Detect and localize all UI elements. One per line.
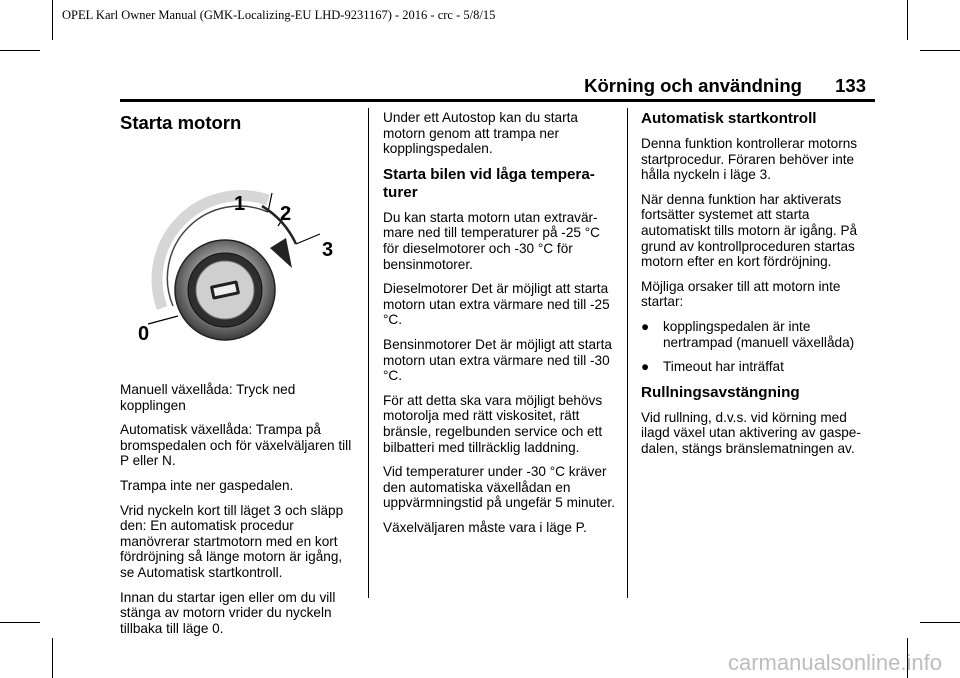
paragraph: Denna funktion kontrollerar motorns startprocedur. Föraren behöver inte hålla nyckeln i läge 3. [641, 136, 858, 183]
figure-label-2: 2 [280, 203, 292, 225]
paragraph: Vid temperaturer under -30 °C kräver den automatiska växellådan en uppvärmningstid på ungefär 5 minuter. [383, 464, 615, 511]
paragraph: Automatisk växellåda: Trampa på bromspedalen och för växelväljaren till P eller N. [120, 422, 352, 469]
ignition-switch-figure [120, 148, 352, 358]
crop-mark [0, 50, 40, 51]
heading-rolling-shutoff: Rullningsavstängning [641, 383, 800, 401]
section-title: Körning och användning [584, 75, 802, 96]
paragraph: Dieselmotorer Det är möjligt att starta motorn utan extra värmare ned till -25 °C. [383, 281, 610, 328]
paragraph: Manuell växellåda: Tryck ned kopplingen [120, 382, 296, 413]
column-3 [641, 110, 875, 466]
paragraph: Vrid nyckeln kort till läget 3 och släpp den: En automatisk procedur manövrerar startmotorn med en kort fördröjning så länge motorn är igång, se Automatisk startkontroll. [120, 502, 344, 580]
crop-mark [52, 638, 53, 678]
column-divider [627, 108, 628, 598]
column-2 [383, 110, 617, 544]
document-meta-header: OPEL Karl Owner Manual (GMK-Localizing-EU LHD-9231167) - 2016 - crc - 5/8/15 [62, 8, 496, 22]
heading-low-temperature: Starta bilen vid låga tempera-turer [383, 165, 595, 201]
bullet-list [641, 319, 875, 375]
paragraph: För att detta ska vara möjligt behövs motorolja med rätt viskositet, rätt bränsle, regelbunden service och ett bilbatteri med tillräcklig laddning. [383, 392, 603, 455]
page-header [584, 75, 866, 97]
list-item-text: kopplingspedalen är inte nertrampad (manuell växellåda) [663, 318, 855, 350]
column-divider [368, 108, 369, 598]
crop-mark [0, 622, 40, 623]
watermark: carmanualsonline.info [727, 650, 942, 675]
paragraph: Du kan starta motorn utan extravär-mare ned till temperaturer på -25 °C för dieselmotorer och -30 °C för bensinmotorer. [383, 209, 600, 272]
list-item-text: Timeout har inträffat [663, 359, 784, 375]
paragraph: Möjliga orsaker till att motorn inte startar: [641, 278, 841, 310]
figure-label-0: 0 [138, 323, 150, 345]
paragraph: Växelväljaren måste vara i läge P. [383, 519, 587, 535]
crop-mark [907, 0, 908, 40]
bullet-icon: ● [641, 318, 650, 334]
paragraph: När denna funktion har aktiverats fortsätter systemet att starta automatiskt tills motorn är igång. På grund av kontrollproceduren startas motorn efter en kort fördröjning. [641, 191, 858, 270]
ignition-illustration [120, 148, 352, 358]
paragraph: Under ett Autostop kan du starta motorn genom att trampa ner kopplingspedalen. [383, 110, 578, 157]
crop-mark [52, 0, 53, 40]
heading-starta-motorn: Starta motorn [120, 112, 242, 133]
header-rule [120, 99, 875, 102]
figure-label-3: 3 [322, 239, 334, 261]
bullet-icon: ● [641, 359, 650, 375]
list-item [641, 359, 875, 375]
paragraph: Innan du startar igen eller om du vill stänga av motorn vrider du nyckeln tillbaka till läge 0. [120, 589, 336, 636]
heading-automatic-start-control: Automatisk startkontroll [641, 110, 817, 127]
paragraph: Trampa inte ner gaspedalen. [120, 477, 294, 493]
column-1 [120, 112, 352, 645]
figure-label-1: 1 [234, 193, 246, 215]
paragraph: Bensinmotorer Det är möjligt att starta motorn utan extra värmare ned till -30 °C. [383, 336, 612, 384]
paragraph: Vid rullning, d.v.s. vid körning med ilagd växel utan aktivering av gaspe-dalen, stängs bränslematningen av. [641, 409, 861, 456]
list-item [641, 319, 875, 350]
crop-mark [920, 50, 960, 51]
page-number: 133 [835, 75, 866, 96]
crop-mark [920, 622, 960, 623]
